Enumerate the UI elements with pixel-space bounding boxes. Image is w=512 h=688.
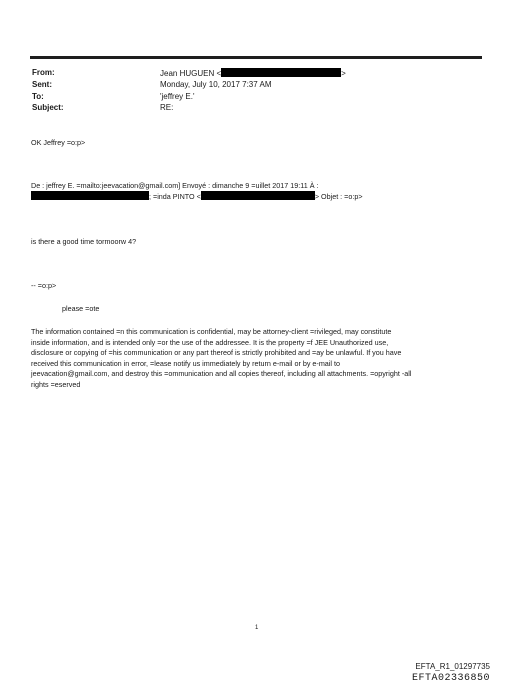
header-rule bbox=[30, 56, 482, 59]
from-value bbox=[160, 68, 346, 79]
subject-label: Subject: bbox=[32, 103, 64, 112]
disclaimer-line: received this communication in error, =lease notify us immediately by return e-mail or by e-mail to bbox=[31, 358, 340, 368]
question-line: is there a good time tormoorw 4? bbox=[31, 237, 137, 246]
bates-number-primary: EFTA_R1_01297735 bbox=[415, 662, 490, 671]
separator-line: -- =o:p> bbox=[31, 281, 57, 290]
to-value: 'jeffrey E.' bbox=[160, 92, 195, 101]
disclaimer-paragraph bbox=[31, 327, 486, 390]
redaction-block bbox=[221, 68, 341, 77]
please-note-line: please =ote bbox=[62, 304, 100, 313]
redaction-block bbox=[201, 191, 315, 200]
quoted-header-line-2 bbox=[31, 191, 363, 203]
greeting-line: OK Jeffrey =o:p> bbox=[31, 138, 86, 147]
from-label: From: bbox=[32, 68, 55, 77]
to-label: To: bbox=[32, 92, 44, 101]
quoted-recipient: ; =inda PINTO < bbox=[149, 192, 201, 201]
quoted-header-line-1: De : jeffrey E. =mailto:jeevacation@gmail.com] Envoyé : dimanche 9 =uillet 2017 19:11 À : bbox=[31, 181, 319, 190]
quoted-subject: > Objet : =o:p> bbox=[314, 192, 363, 201]
page-number: 1 bbox=[255, 625, 259, 631]
redaction-block bbox=[31, 191, 149, 200]
disclaimer-line: rights =eserved bbox=[31, 379, 81, 389]
disclaimer-line: The information contained =n this communication is confidential, may be attorney-client =rivileged, may constitute bbox=[31, 327, 392, 336]
bates-number-secondary: EFTA02336850 bbox=[411, 673, 490, 684]
disclaimer-line: jeevacation@gmail.com, and destroy this =ommunication and all copies thereof, including all attachments. =opyright -all bbox=[31, 369, 412, 378]
sent-value: Monday, July 10, 2017 7:37 AM bbox=[160, 80, 272, 89]
from-tail: > bbox=[341, 69, 346, 78]
from-name: Jean HUGUEN < bbox=[160, 69, 222, 78]
subject-value: RE: bbox=[160, 103, 174, 112]
sent-label: Sent: bbox=[32, 80, 52, 89]
disclaimer-line: inside information, and is intended only =or the use of the addressee. It is the property =f JEE Unauthorized use, bbox=[31, 337, 389, 347]
disclaimer-line: disclosure or copying of =his communication or any part thereof is strictly prohibited and =ay be unlawful. If you have bbox=[31, 348, 402, 357]
